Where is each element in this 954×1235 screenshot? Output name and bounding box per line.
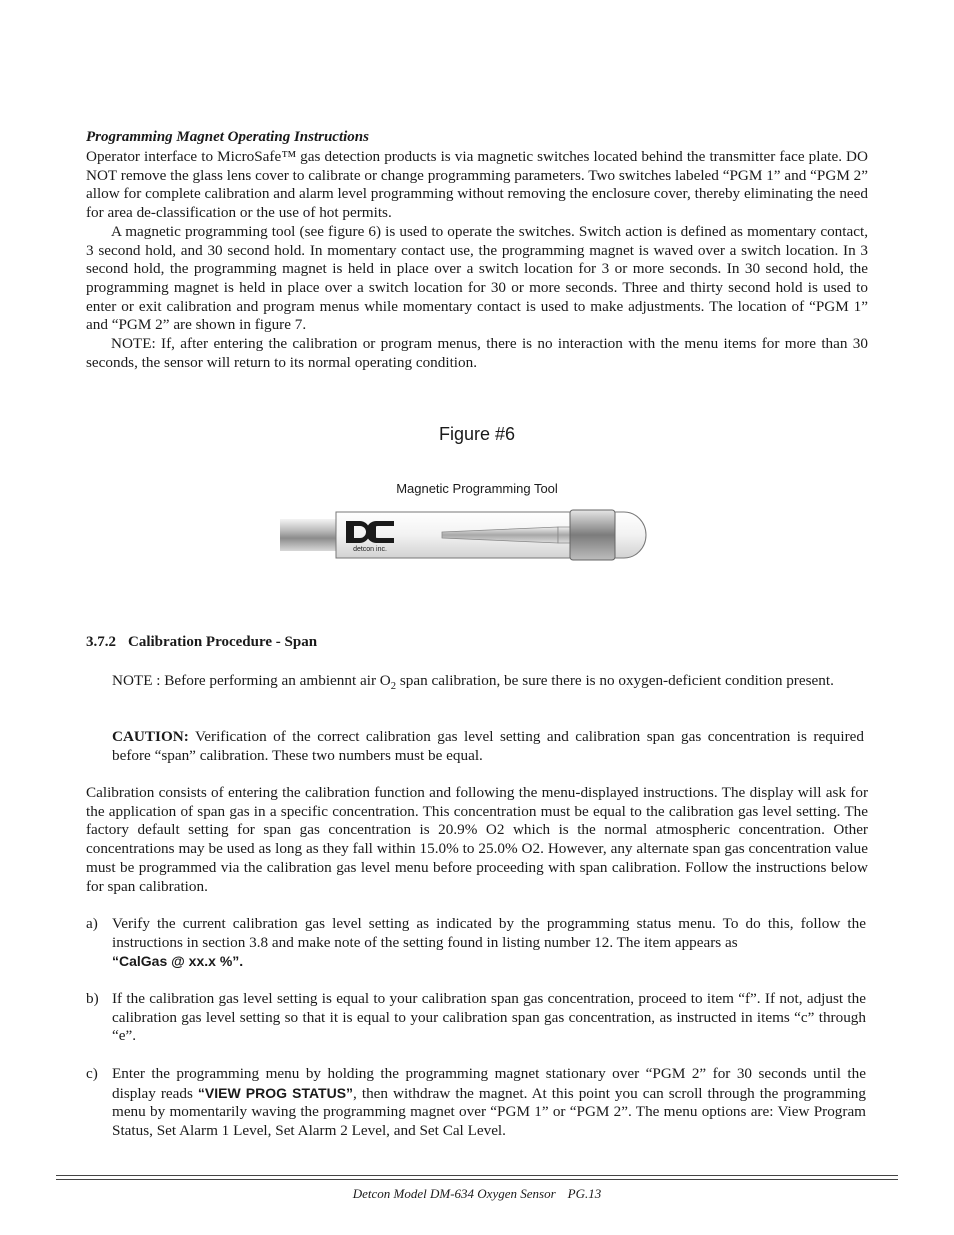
section-title: Calibration Procedure - Span [128,634,318,650]
figure-title: Figure #6 [438,424,516,444]
section-number: 3.7.2 [86,634,116,650]
programming-text [86,148,868,372]
item-marker: b) [86,990,99,1007]
instruction-item-b: b) If the calibration gas level setting is equal to your calibration span gas concentration, proceed to item “f”. If not, adjust the calibration gas level setting so that it is equal to your calibration span gas concentration, as instructed in items “c” through “e”. [86,990,866,1045]
footer-model: Detcon Model DM-634 Oxygen Sensor [352,1186,556,1201]
span-note: NOTE : Before performing an ambiennt air $O_2$ span calibration, be sure there is no oxygen-deficient condition present. [112,672,834,692]
detcon-logo-text: detcon inc. [353,546,387,553]
caution-label: CAUTION: [112,728,189,745]
magnetic-programming-tool-image [280,508,650,562]
footer-page-number: PG.13 [567,1186,602,1201]
paragraph-timeout-note: NOTE: If, after entering the calibration or program menus, there is no interaction with the menu items for more than 30 seconds, the sensor will return to its normal operating condition. [86,335,868,371]
item-marker: a) [86,915,98,932]
figure-caption: Magnetic Programming Tool [396,481,558,496]
item-marker: c) [86,1065,98,1082]
caution-text: Verification of the correct calibration gas level setting and calibration span gas concentration is required before “span” calibration. These two numbers must be equal. [112,728,864,764]
footer-rule-bottom [56,1179,898,1180]
paragraph-calibration: Calibration consists of entering the calibration function and following the menu-displayed instructions. The display will ask for the application of span gas in a specific concentration. This concentration must be equal to the calibration gas level setting. The factory default setting for span gas concentration is 20.9% O2 which is the normal atmospheric concentration. Other concentrations may be used as long as they fall within 15.0% to 25.0% O2. However, any alternate span gas concentration value must be programmed via the calibration gas level menu before proceeding with span calibration. Follow the instructions below for span calibration. [86,784,868,895]
paragraph-operator-interface: Operator interface to MicroSafe™ gas detection products is via magnetic switches located behind the transmitter face plate. DO NOT remove the glass lens cover to calibrate or change programming parameters. Two switches labeled “PGM 1” and “PGM 2” allow for complete calibration and alarm level programming without removing the enclosure cover, thereby eliminating the need for area de-classification or the use of hot permits. [86,148,868,222]
page-footer [0,1186,954,1202]
instruction-item-c: c) Enter the programming menu by holding the programming magnet stationary over “PGM 2” for 30 seconds until the display reads “VIEW PROG STATUS”, then withdraw the magnet. At this point you can scroll through the programming menu by momentarily waving the programming magnet over “PGM 1” or “PGM 2”. The menu options are: View Program Status, Set Alarm 1 Level, Set Alarm 2 Level, and Set Cal Level. [86,1065,866,1140]
footer-rule-top [56,1175,898,1176]
paragraph-magnetic-tool: A magnetic programming tool (see figure 6) is used to operate the switches. Switch action is defined as momentary contact, 3 second hold, and 30 second hold. In momentary contact use, the programming magnet is waved over a switch location. In 3 second hold, the programming magnet is held in place over a switch location for 3 or more seconds. In 30 second hold, the programming magnet is held in place over a switch location for 30 or more seconds. Three and thirty second hold is used to enter or exit calibration and program menus while momentary contact is used to make adjustments. The location of “PGM 1” and “PGM 2” are shown in figure 7. [86,222,868,334]
instruction-item-a: a) Verify the current calibration gas level setting as indicated by the programming status menu. To do this, follow the instructions in section 3.8 and make note of the setting found in listing number 12. The item appears as “CalGas @ xx.x %”. [86,915,866,970]
section-heading-calibration [86,634,317,651]
calibration-body [86,784,868,896]
section-heading-programming: Programming Magnet Operating Instructions [86,129,369,145]
view-prog-status-text: “VIEW PROG STATUS” [197,1084,354,1101]
subscript-2: 2 [390,681,397,692]
caution-block [112,728,864,765]
calgas-display-text: “CalGas @ xx.x %”. [112,953,244,970]
